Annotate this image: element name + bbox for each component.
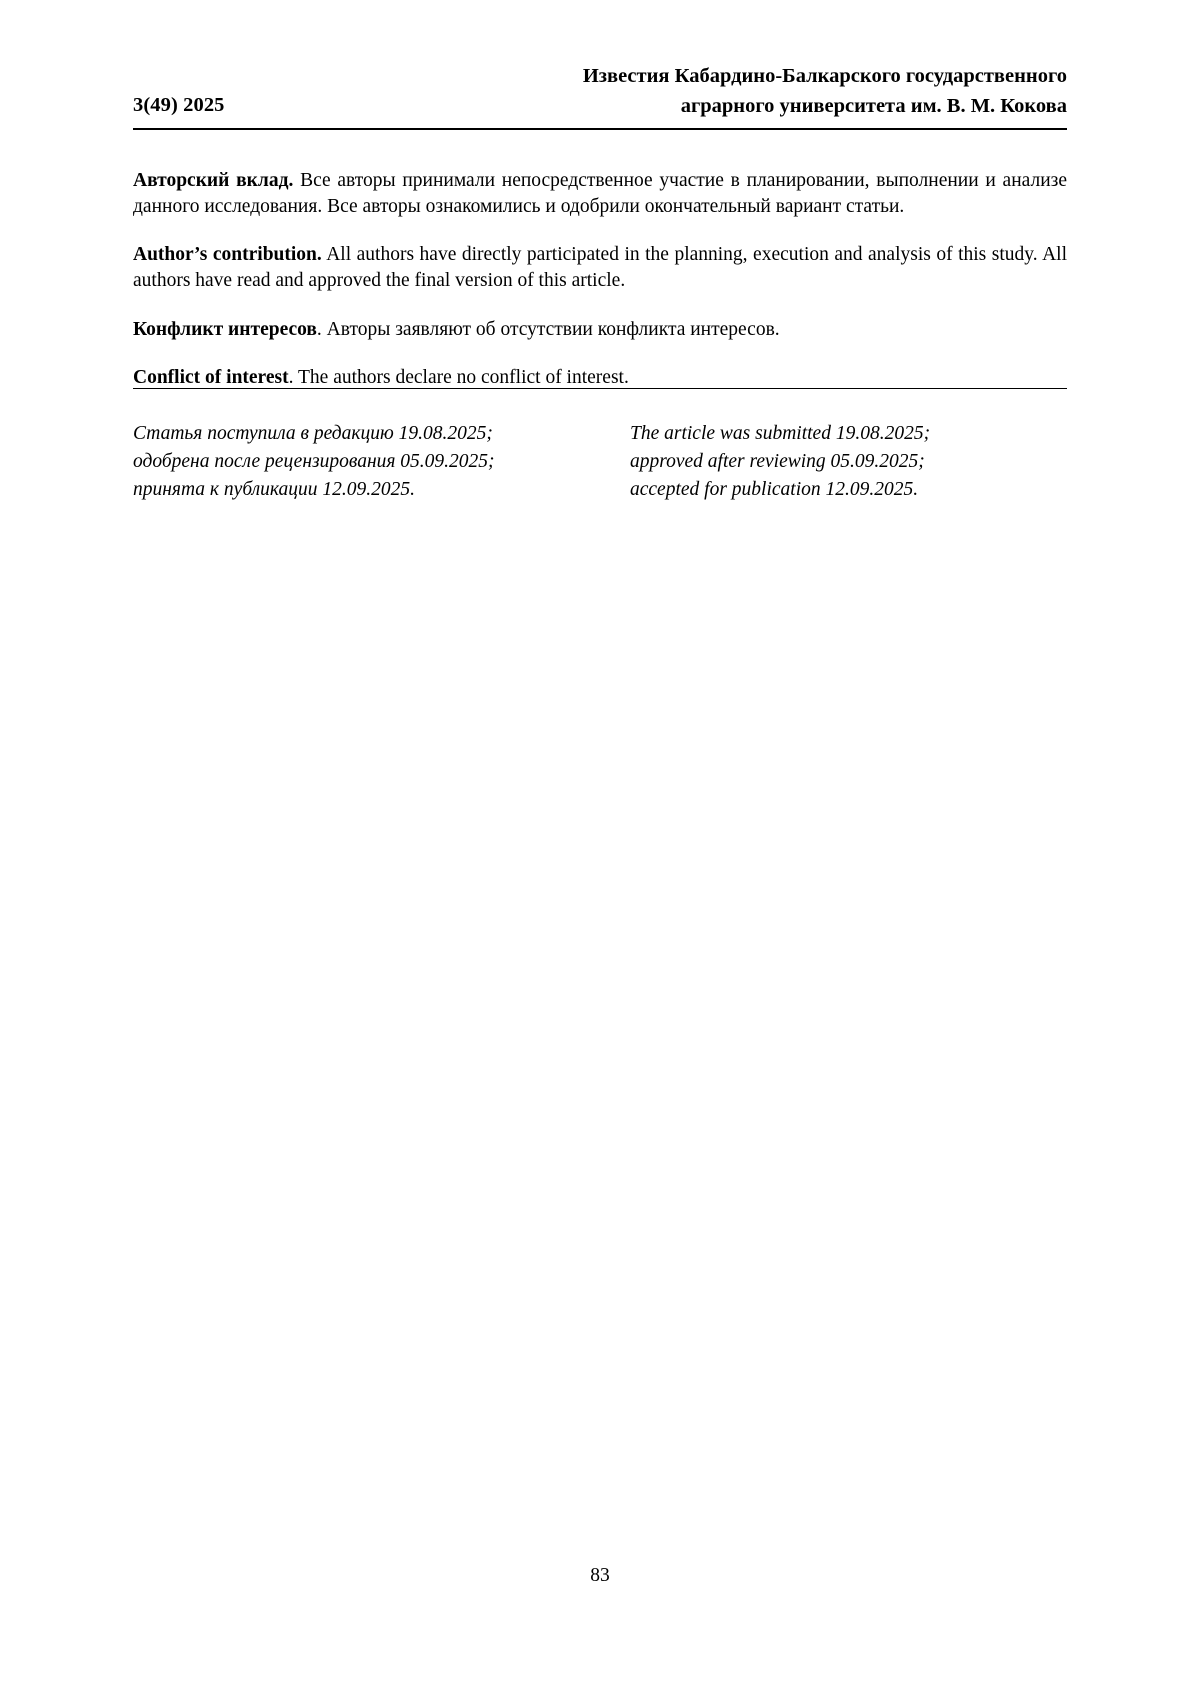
section-divider xyxy=(133,388,1067,389)
date-approved-ru: одобрена после рецензирования 05.09.2025; xyxy=(133,451,495,473)
journal-title-line-1: Известия Кабардино-Балкарского государственного xyxy=(582,65,1067,87)
page-number: 83 xyxy=(590,1565,610,1586)
date-submitted-ru: Статья поступила в редакцию 19.08.2025; xyxy=(133,423,493,444)
body-text xyxy=(133,168,1067,391)
date-accepted-ru: принята к публикации 12.09.2025. xyxy=(133,479,416,501)
paragraph-body: Все авторы принимали непосредственное участие в планировании, выполнении и анализе данного исследования. Все авторы ознакомились и одобрили окончательный вариант статьи. xyxy=(133,170,1067,218)
submission-dates xyxy=(133,420,1067,504)
submission-dates-en xyxy=(600,420,1067,504)
paragraph-author-contribution-en xyxy=(133,242,1067,294)
paragraph-conflict-of-interest-en xyxy=(133,365,1067,391)
submission-dates-ru xyxy=(133,420,600,504)
paragraph-body: . Авторы заявляют об отсутствии конфликта интересов. xyxy=(316,318,780,340)
header-rule xyxy=(133,128,1067,130)
paragraph-author-contribution-ru xyxy=(133,168,1067,220)
date-accepted-en: accepted for publication 12.09.2025. xyxy=(630,479,919,501)
journal-title-line-2: аграрного университета им. В. М. Кокова xyxy=(680,94,1067,117)
journal-title xyxy=(447,62,1067,121)
paragraph-lead: Авторский вклад. xyxy=(133,170,294,191)
paragraph-lead: Author’s contribution. xyxy=(133,244,322,266)
paragraph-body: All authors have directly participated in the planning, execution and analysis of this study. All authors have read and approved the final version of this article. xyxy=(133,244,1067,292)
paragraph-conflict-of-interest-ru xyxy=(133,317,1067,343)
date-approved-en: approved after reviewing 05.09.2025; xyxy=(630,451,925,473)
date-submitted-en: The article was submitted 19.08.2025; xyxy=(630,423,931,444)
paragraph-lead: Конфликт интересов xyxy=(133,318,317,340)
page-content xyxy=(133,0,1067,501)
issue-number: 3(49) 2025 xyxy=(133,94,225,116)
paragraph-lead: Conflict of interest xyxy=(133,366,289,388)
running-header xyxy=(133,0,1067,117)
paragraph-body: . The authors declare no conflict of interest. xyxy=(288,366,629,388)
